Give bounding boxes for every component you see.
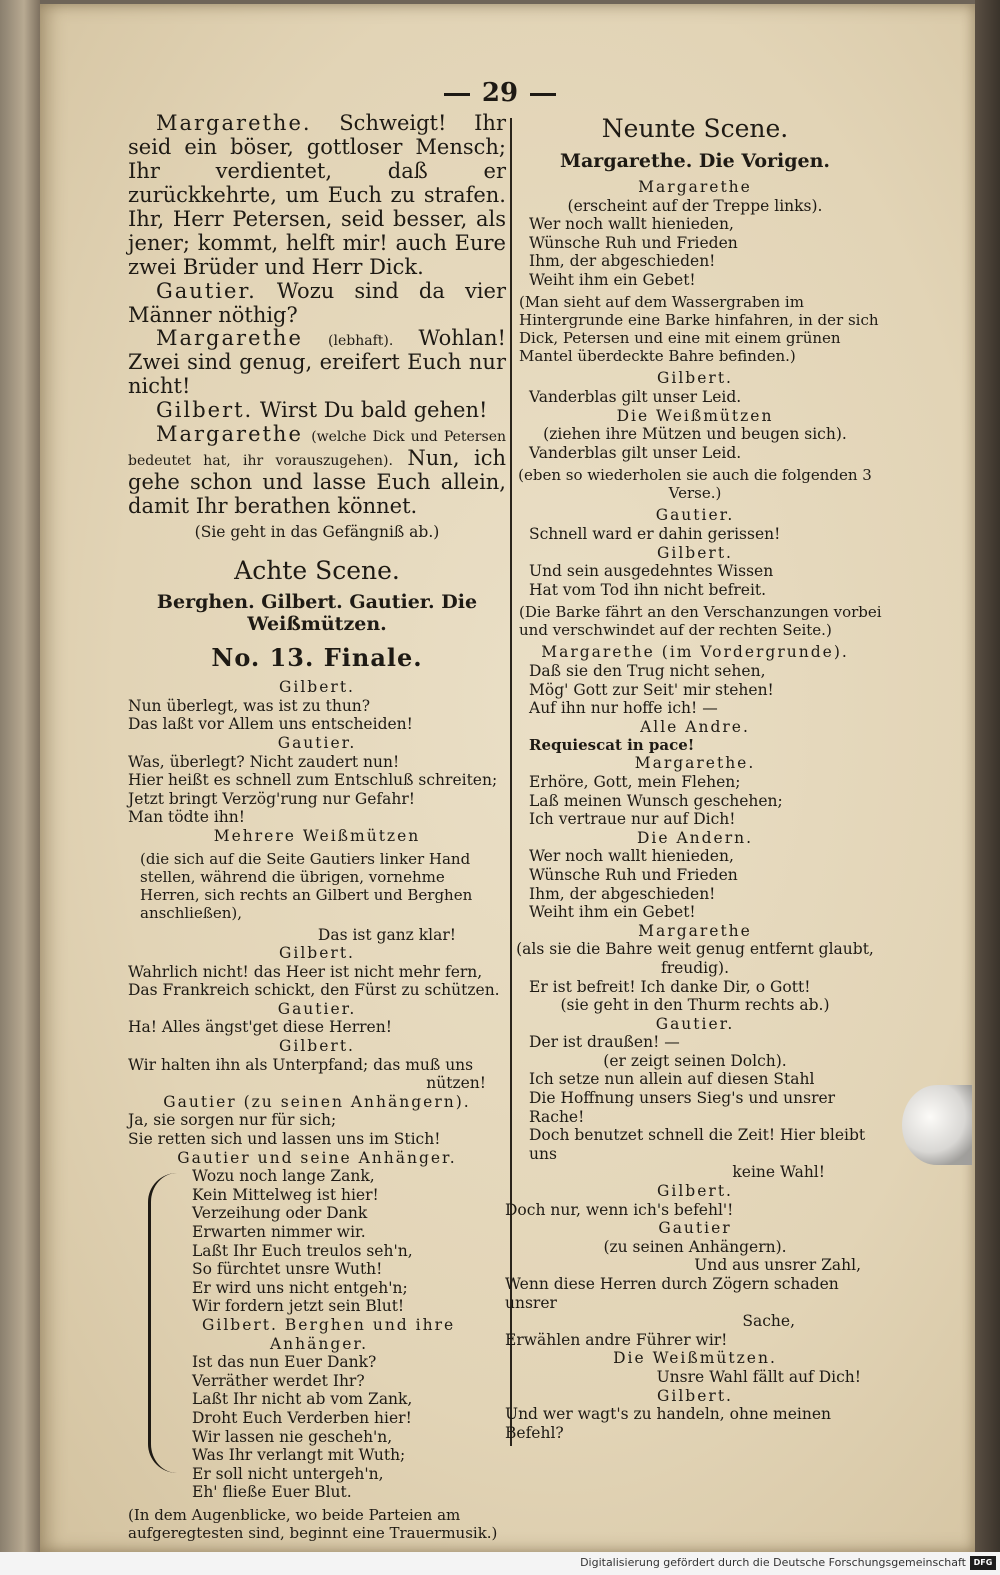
speaker: Die Weißmützen.	[613, 1349, 777, 1368]
stage-direction: (erscheint auf der Treppe links).	[567, 196, 823, 215]
verse-line: Ihm, der abgeschieden!	[529, 884, 716, 903]
page-number: 29	[0, 78, 1000, 108]
stage-direction: (Die Barke fährt an den Verschanzungen vorbei und verschwindet auf der rechten Seite.)	[519, 603, 882, 640]
verse-line: Ihm, der abgeschieden!	[529, 252, 716, 271]
speaker: Anhänger.	[269, 1334, 369, 1353]
verse-line: Wir fordern jetzt sein Blut!	[192, 1297, 405, 1316]
right-column	[505, 112, 885, 1442]
verse-line: Sie retten sich und lassen uns im Stich!	[128, 1130, 441, 1149]
verse-line: Ich setze nun allein auf diesen Stahl	[529, 1070, 815, 1089]
verse-line: Doch nur, wenn ich's befehl'!	[505, 1200, 734, 1219]
stage-direction: (eben so wiederholen sie auch die folgenden 3 Verse.)	[518, 466, 872, 503]
verse-line: Wenn diese Herren durch Zögern schaden unsrer	[505, 1275, 839, 1312]
number-heading: No. 13. Finale.	[211, 642, 423, 672]
verse-line: Das Frankreich schickt, den Fürst zu schützen.	[128, 981, 500, 1000]
verse-line: Man tödte ihn!	[128, 808, 245, 827]
verse-line: Laßt Ihr Euch treulos seh'n,	[192, 1241, 413, 1260]
left-column	[128, 112, 506, 1546]
verse-line: Jetzt bringt Verzög'rung nur Gefahr!	[128, 789, 415, 808]
page-clip	[902, 1085, 972, 1165]
verse-line: Daß sie den Trug nicht sehen,	[529, 662, 766, 680]
speaker: Gautier.	[277, 999, 357, 1018]
cast-list: Berghen. Gilbert. Gautier. Die Weißmützen.	[156, 591, 478, 636]
verse-line: Wozu noch lange Zank,	[192, 1167, 375, 1186]
verse-line: Wir lassen nie gescheh'n,	[192, 1427, 393, 1446]
verse-line: Wer noch wallt hienieden,	[529, 847, 734, 866]
verse-line: Und wer wagt's zu handeln, ohne meinen Befehl?	[505, 1405, 832, 1442]
stage-direction: (die sich auf die Seite Gautiers linker Hand stellen, während die übrigen, vornehme Herren, sich rechts an Gilbert und Berghen anschließen),	[140, 849, 473, 922]
verse-line: Sache,	[742, 1312, 795, 1331]
verse-line: Erhöre, Gott, mein Flehen;	[529, 772, 741, 791]
verse-line: Requiescat in pace!	[529, 736, 695, 755]
stage-direction: (In dem Augenblicke, wo beide Parteien am aufgeregtesten sind, beginnt eine Trauermusik.)	[128, 1505, 498, 1542]
verse-line: Was Ihr verlangt mit Wuth;	[192, 1446, 406, 1465]
verse-line: Unsre Wahl fällt auf Dich!	[656, 1367, 861, 1386]
verse-line: Der ist draußen! —	[529, 1033, 680, 1052]
speaker: Gilbert.	[657, 369, 733, 388]
verse-line: Wer noch wallt hienieden,	[529, 215, 734, 234]
stage-direction: (zu seinen Anhängern).	[603, 1237, 787, 1256]
verse-line: Doch benutzet schnell die Zeit! Hier bleibt uns	[529, 1126, 866, 1163]
verse-line: Ha! Alles ängst'get diese Herren!	[128, 1018, 392, 1037]
verse-line: Erwählen andre Führer wir!	[505, 1330, 728, 1349]
verse-line: Ja, sie sorgen nur für sich;	[128, 1111, 337, 1130]
speaker: Gautier.	[277, 733, 357, 752]
paragraph: Gautier. Wozu sind da vier Männer nöthig?	[128, 278, 506, 327]
footer-bar	[0, 1552, 1000, 1575]
speaker: Margarethe.	[634, 754, 756, 773]
speaker: Gilbert.	[279, 678, 355, 697]
paragraph: Gilbert. Wirst Du bald gehen!	[156, 398, 488, 423]
speaker: Alle Andre.	[640, 717, 750, 736]
speaker: Gilbert.	[279, 1037, 355, 1056]
speaker: Margarethe	[638, 921, 752, 940]
verse-line: Verzeihung oder Dank	[192, 1204, 368, 1223]
verse-line: Kein Mittelweg ist hier!	[192, 1185, 379, 1204]
speaker: Gilbert.	[657, 1386, 733, 1405]
verse-line: Verräther werdet Ihr?	[192, 1371, 365, 1390]
verse-line: So fürchtet unsre Wuth!	[192, 1260, 383, 1279]
verse-line: Er wird uns nicht entgeh'n;	[192, 1278, 408, 1297]
stage-direction: (Man sieht auf dem Wassergraben im Hintergrunde eine Barke hinfahren, in der sich Dick, Petersen und eine mit einem grünen Mantel überdeckte Bahre befinden.)	[519, 293, 879, 366]
paragraph: Margarethe (welche Dick und Petersen bedeutet hat, ihr vorauszugehen). Nun, ich gehe schon und lasse Euch allein, damit Ihr berathen könnet.	[128, 422, 506, 518]
book-gutter	[0, 0, 40, 1575]
dfg-logo: DFG	[970, 1556, 996, 1570]
speaker: Gautier.	[655, 506, 735, 525]
verse-line: Erwarten nimmer wir.	[192, 1223, 366, 1241]
verse-line: nützen!	[426, 1074, 486, 1093]
verse-line: Hier heißt es schnell zum Entschluß schreiten;	[128, 771, 498, 790]
verse-line: Er ist befreit! Ich danke Dir, o Gott!	[529, 977, 811, 996]
verse-line: Mög' Gott zur Seit' mir stehen!	[529, 680, 774, 699]
verse-line: Wünsche Ruh und Frieden	[529, 865, 738, 884]
stage-direction: (ziehen ihre Mützen und beugen sich).	[543, 425, 847, 444]
verse-line: Vanderblas gilt unser Leid.	[529, 443, 742, 462]
verse-line: Weiht ihm ein Gebet!	[529, 903, 696, 922]
ensemble-block	[128, 1167, 506, 1502]
paragraph: Margarethe. Schweigt! Ihr seid ein böser, gottloser Mensch; Ihr verdientet, daß er zurückkehrte, um Euch zu strafen. Ihr, Herr Petersen, seid besser, als jener; kommt, helft mir! auch Eure zwei Brüder und Herr Dick.	[128, 111, 506, 279]
verse-line: Weiht ihm ein Gebet!	[529, 270, 696, 289]
stage-direction: (als sie die Bahre weit genug entfernt glaubt, freudig).	[516, 940, 874, 977]
speaker: Margarethe	[638, 177, 752, 196]
speaker: Gautier und seine Anhänger.	[177, 1148, 457, 1167]
speaker: Gautier.	[655, 1014, 735, 1033]
verse-line: Die Hoffnung unsers Sieg's und unsrer Rache!	[529, 1089, 836, 1126]
verse-line: Und aus unsrer Zahl,	[694, 1256, 861, 1275]
speaker: Die Weißmützen	[616, 406, 774, 425]
verse-line: Ist das nun Euer Dank?	[192, 1353, 377, 1372]
paragraph: Margarethe (lebhaft). Wohlan! Zwei sind genug, ereifert Euch nur nicht!	[128, 326, 506, 399]
verse-line: Wünsche Ruh und Frieden	[529, 233, 738, 252]
stage-direction: (sie geht in den Thurm rechts ab.)	[560, 996, 830, 1015]
verse-line: Ich vertraue nur auf Dich!	[529, 810, 736, 829]
verse-line: Was, überlegt? Nicht zaudert nun!	[128, 752, 400, 771]
footer-text: Digitalisierung gefördert durch die Deutsche Forschungsgemeinschaft	[580, 1556, 966, 1569]
verse-line: Wahrlich nicht! das Heer ist nicht mehr fern,	[128, 962, 483, 981]
speaker: Gautier	[658, 1219, 732, 1238]
verse-line: Auf ihn nur hoffe ich! —	[529, 699, 718, 718]
verse-line: Laß meinen Wunsch geschehen;	[529, 791, 783, 810]
verse-line: Das laßt vor Allem uns entscheiden!	[128, 715, 413, 734]
stage-direction: (Sie geht in das Gefängniß ab.)	[194, 522, 440, 541]
speaker: Gilbert. Berghen und ihre	[202, 1315, 456, 1334]
verse-line: Das ist ganz klar!	[317, 925, 456, 944]
speaker: Die Andern.	[636, 828, 754, 847]
speaker: Gautier (zu seinen Anhängern).	[163, 1092, 471, 1111]
cast-list: Margarethe. Die Vorigen.	[559, 149, 831, 172]
speaker: Mehrere Weißmützen	[213, 826, 421, 845]
book-edge	[975, 0, 1000, 1575]
verse-line: Droht Euch Verderben hier!	[192, 1408, 412, 1427]
verse-line: Wir halten ihn als Unterpfand; das muß uns	[128, 1055, 474, 1074]
verse-line: Hat vom Tod ihn nicht befreit.	[529, 580, 767, 599]
verse-line: Vanderblas gilt unser Leid.	[529, 388, 742, 407]
speaker: Margarethe (im Vordergrunde).	[541, 643, 849, 662]
verse-line: Eh' fließe Euer Blut.	[192, 1483, 352, 1502]
speaker: Gilbert.	[279, 944, 355, 963]
speaker: Gilbert.	[657, 543, 733, 562]
speaker: Gilbert.	[657, 1182, 733, 1201]
verse-line: Schnell ward er dahin gerissen!	[529, 525, 781, 544]
verse-line: Nun überlegt, was ist zu thun?	[128, 696, 371, 715]
verse-line: Und sein ausgedehntes Wissen	[529, 562, 774, 581]
verse-line: Er soll nicht untergeh'n,	[192, 1464, 384, 1483]
verse-line: keine Wahl!	[732, 1163, 825, 1182]
curly-brace	[148, 1173, 177, 1473]
verse-line: Laßt Ihr nicht ab vom Zank,	[192, 1390, 413, 1409]
scene-heading: Achte Scene.	[234, 555, 400, 585]
scene-heading: Neunte Scene.	[601, 114, 789, 143]
stage-direction: (er zeigt seinen Dolch).	[603, 1051, 787, 1070]
